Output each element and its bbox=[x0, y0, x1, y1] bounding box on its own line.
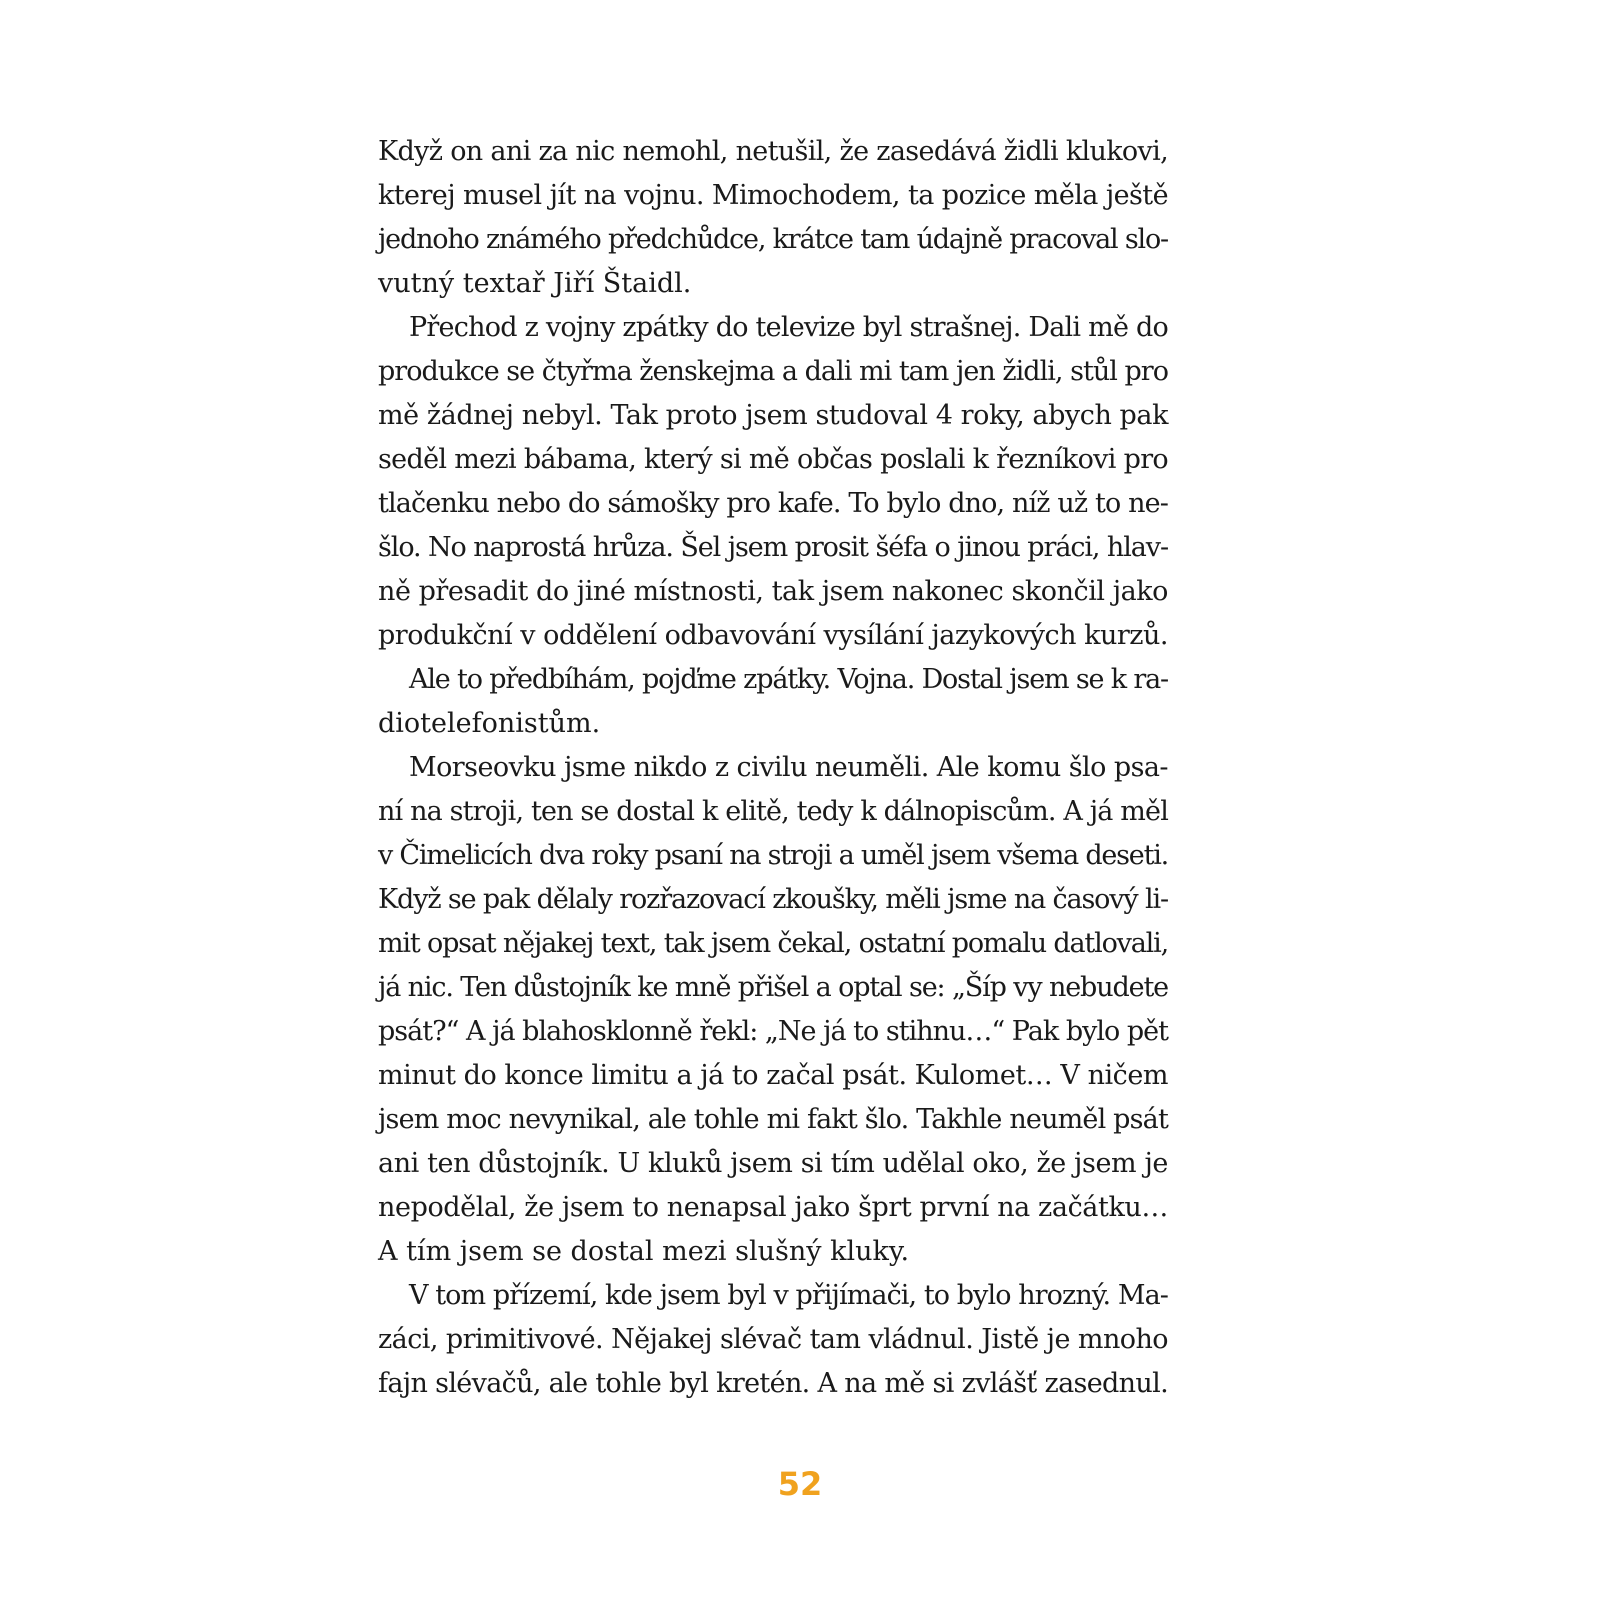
text-line: fajn slévačů, ale tohle byl kretén. A na mě si zvlášť zasednul. bbox=[378, 1368, 1168, 1399]
text-line: Když on ani za nic nemohl, netušil, že zasedává židli klukovi, bbox=[378, 136, 1168, 167]
text-line: ně přesadit do jiné místnosti, tak jsem nakonec skončil jako bbox=[378, 576, 1168, 607]
text-line: Morseovku jsme nikdo z civilu neuměli. Ale komu šlo psa- bbox=[409, 752, 1168, 783]
text-line: minut do konce limitu a já to začal psát. Kulomet… V ničem bbox=[378, 1060, 1168, 1091]
text-line: jsem moc nevynikal, ale tohle mi fakt šlo. Takhle neuměl psát bbox=[378, 1104, 1168, 1135]
body-text bbox=[378, 130, 1168, 1406]
text-line: mě žádnej nebyl. Tak proto jsem studoval 4 roky, abych pak bbox=[378, 400, 1169, 431]
text-line: A tím jsem se dostal mezi slušný kluky. bbox=[378, 1236, 910, 1267]
text-line: produkční v oddělení odbavování vysílání jazykových kurzů. bbox=[378, 620, 1168, 651]
text-line: vutný textař Jiří Štaidl. bbox=[378, 268, 692, 299]
text-line: ani ten důstojník. U kluků jsem si tím udělal oko, že jsem je bbox=[378, 1148, 1168, 1179]
text-line: nepodělal, že jsem to nenapsal jako šprt první na začátku… bbox=[378, 1192, 1168, 1223]
text-line: já nic. Ten důstojník ke mně přišel a optal se: „Šíp vy nebudete bbox=[378, 972, 1168, 1003]
text-line: šlo. No naprostá hrůza. Šel jsem prosit šéfa o jinou práci, hlav- bbox=[378, 532, 1168, 563]
text-line: záci, primitivové. Nějakej slévač tam vládnul. Jistě je mnoho bbox=[378, 1324, 1168, 1355]
text-line: psát?“ A já blahosklonně řekl: „Ne já to stihnu…“ Pak bylo pět bbox=[378, 1016, 1168, 1047]
text-line: kterej musel jít na vojnu. Mimochodem, ta pozice měla ještě bbox=[378, 180, 1168, 211]
page-number: 52 bbox=[777, 1465, 823, 1503]
text-line: V tom přízemí, kde jsem byl v přijímači, to bylo hrozný. Ma- bbox=[409, 1280, 1168, 1311]
text-line: v Čimelicích dva roky psaní na stroji a uměl jsem všema deseti. bbox=[378, 840, 1168, 871]
text-line: diotelefonistům. bbox=[378, 708, 601, 739]
text-line: mit opsat nějakej text, tak jsem čekal, ostatní pomalu datlovali, bbox=[378, 928, 1168, 959]
text-line: Přechod z vojny zpátky do televize byl strašnej. Dali mě do bbox=[409, 312, 1168, 343]
text-line: seděl mezi bábama, který si mě občas poslali k řezníkovi pro bbox=[378, 444, 1168, 475]
text-line: jednoho známého předchůdce, krátce tam údajně pracoval slo- bbox=[378, 224, 1168, 255]
text-line: Ale to předbíhám, pojďme zpátky. Vojna. Dostal jsem se k ra- bbox=[409, 664, 1168, 695]
text-line: ní na stroji, ten se dostal k elitě, tedy k dálnopiscům. A já měl bbox=[378, 796, 1168, 827]
text-line: tlačenku nebo do sámošky pro kafe. To bylo dno, níž už to ne- bbox=[378, 488, 1168, 519]
text-line: Když se pak dělaly rozřazovací zkoušky, měli jsme na časový li- bbox=[378, 884, 1168, 915]
text-line: produkce se čtyřma ženskejma a dali mi tam jen židli, stůl pro bbox=[378, 356, 1168, 387]
